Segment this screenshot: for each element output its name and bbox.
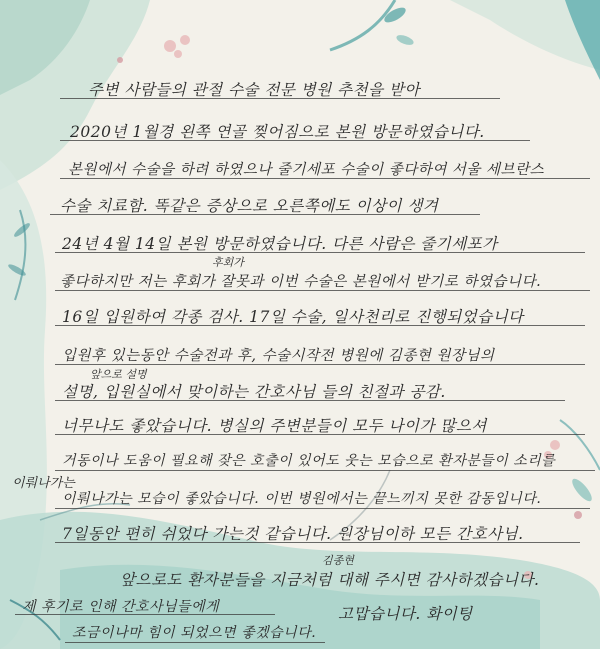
letter-line-8: 입원후 있는동안 수술전과 후, 수술시작전 병원에 김종현 원장님의: [62, 348, 495, 364]
letter-line-10: 너무나도 좋았습니다. 병실의 주변분들이 모두 나이가 많으셔: [62, 417, 487, 435]
insert-note-name: 김종현: [322, 554, 354, 567]
letter-line-9: 설명, 입원실에서 맞이하는 간호사님 들의 친절과 공감.: [62, 383, 446, 401]
letter-line-6: 좋다하지만 저는 후회가 잘못과 이번 수술은 본원에서 받기로 하였습니다.: [60, 274, 542, 290]
letter-line-16: 조금이나마 힘이 되었으면 좋겠습니다.: [72, 625, 317, 641]
letter-line-2: 2020년 1월경 왼쪽 연골 찢어짐으로 본원 방문하였습니다.: [70, 123, 485, 141]
letter-line-1: 주변 사람들의 관절 수술 전문 병원 추천을 받아: [88, 81, 420, 99]
insert-note-regret: 후회가: [212, 256, 244, 269]
letter-line-15: 제 후기로 인해 간호사님들에게: [22, 599, 220, 615]
letter-line-7: 16일 입원하여 각종 검사. 17일 수술, 일사천리로 진행되었습니다: [62, 308, 524, 326]
letter-line-5: 24년 4월 14일 본원 방문하였습니다. 다른 사람은 줄기세포가: [62, 235, 498, 253]
letter-line-14: 앞으로도 환자분들을 지금처럼 대해 주시면 감사하겠습니다.: [120, 571, 540, 589]
letter-line-12: 이뤄나가는 모습이 좋았습니다. 이번 병원에서는 끝느끼지 못한 감동입니다.: [62, 491, 542, 507]
letter-line-11: 거동이나 도움이 필요해 잦은 호출이 있어도 웃는 모습으로 환자분들이 소리를: [62, 453, 556, 469]
margin-note-left: 이뤄나가는: [12, 476, 75, 491]
letter-line-3: 본원에서 수술을 하려 하였으나 줄기세포 수술이 좋다하여 서울 세브란스: [68, 162, 545, 178]
letter-line-4: 수술 치료함. 똑같은 증상으로 오른쪽에도 이상이 생겨: [60, 197, 439, 215]
letter-line-13: 7일동안 편히 쉬었다 가는것 같습니다. 원장님이하 모든 간호사님.: [62, 525, 524, 543]
closing: 고맙습니다. 화이팅: [338, 605, 473, 623]
insert-note-explanation: 앞으로 설명: [90, 368, 147, 381]
